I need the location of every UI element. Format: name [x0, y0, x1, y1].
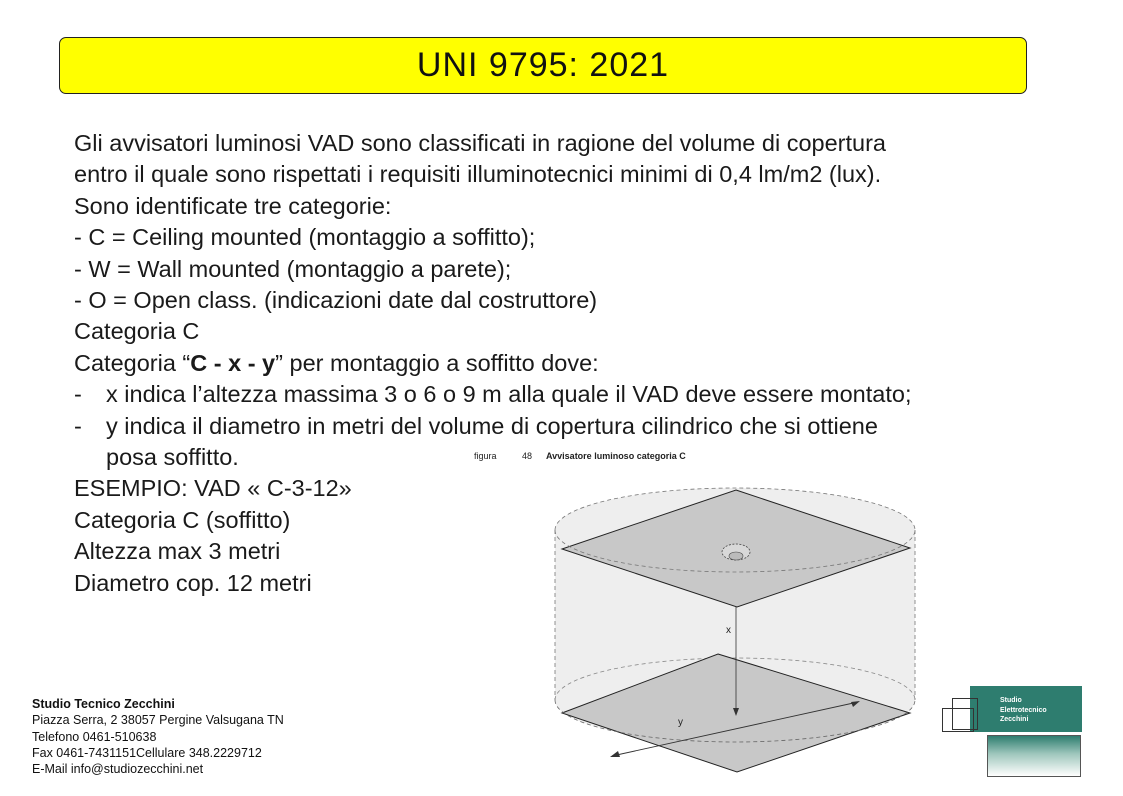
cylinder-coverage-diagram: [540, 470, 930, 782]
example-diameter: Diametro cop. 12 metri: [74, 569, 312, 596]
text-line: Gli avvisatori luminosi VAD sono classificati in ragione del volume di copertura: [74, 130, 886, 156]
formula-bold: C - x - y: [190, 349, 276, 376]
bullet-dash: -: [74, 412, 82, 439]
footer-contact: [32, 696, 284, 777]
studio-name: Studio Tecnico Zecchini: [32, 697, 175, 711]
studio-address: Piazza Serra, 2 38057 Pergine Valsugana TN: [32, 713, 284, 728]
logo-line-3: Zecchini: [1000, 716, 1029, 723]
text-line: Sono identificate tre categorie:: [74, 192, 392, 219]
category-c-line: - C = Ceiling mounted (montaggio a soffitto);: [74, 224, 536, 251]
vad-device-lens: [729, 552, 743, 560]
bullet-y-continuation: posa soffitto.: [106, 444, 239, 471]
category-o-line: - O = Open class. (indicazioni date dal costruttore): [74, 287, 598, 314]
example-title: ESEMPIO: VAD « C-3-12»: [74, 475, 352, 502]
figure-caption: [474, 451, 686, 461]
studio-phone: Telefono 0461-510638: [32, 729, 157, 744]
height-label: x: [726, 625, 731, 636]
example-category: Categoria C (soffitto): [74, 506, 291, 533]
logo-green-block: [970, 686, 1082, 732]
studio-email: E-Mail info@studiozecchini.net: [32, 762, 204, 777]
diameter-arrow-left-head: [610, 751, 620, 757]
text-line: entro il quale sono rispettati i requisiti illuminotecnici minimi di 0,4 lm/m2 (lux).: [74, 161, 882, 188]
figure-number: 48: [522, 451, 533, 461]
example-height: Altezza max 3 metri: [74, 538, 281, 565]
title-banner: [59, 37, 1027, 94]
category-w-line: - W = Wall mounted (montaggio a parete);: [74, 255, 512, 282]
logo-line-1: Studio: [1000, 697, 1022, 704]
bullet-y-text: y indica il diametro in metri del volume di copertura cilindrico che si ottiene: [106, 412, 878, 439]
category-c-heading: Categoria C: [74, 318, 200, 345]
studio-fax: Fax 0461-7431151Cellulare 348.2229712: [32, 745, 262, 760]
figure-title: Avvisatore luminoso categoria C: [546, 451, 686, 461]
logo-line-2: Elettrotecnico: [1000, 706, 1047, 714]
figure-label: figura: [474, 451, 497, 461]
page-title: UNI 9795: 2021: [416, 46, 670, 84]
logo-outline-square-2: [952, 698, 978, 730]
logo-gradient-block: [987, 735, 1081, 777]
formula-suffix: ” per montaggio a soffitto dove:: [275, 349, 599, 376]
bullet-x: [74, 379, 1034, 410]
category-formula-line: [74, 348, 1034, 379]
formula-prefix: Categoria “: [74, 349, 191, 376]
diameter-label: y: [678, 717, 683, 728]
bullet-y: [74, 411, 1034, 442]
bullet-x-text: x indica l’altezza massima 3 o 6 o 9 m alla quale il VAD deve essere montato;: [106, 381, 912, 408]
studio-logo: [942, 684, 1087, 779]
bullet-dash: -: [74, 381, 82, 408]
